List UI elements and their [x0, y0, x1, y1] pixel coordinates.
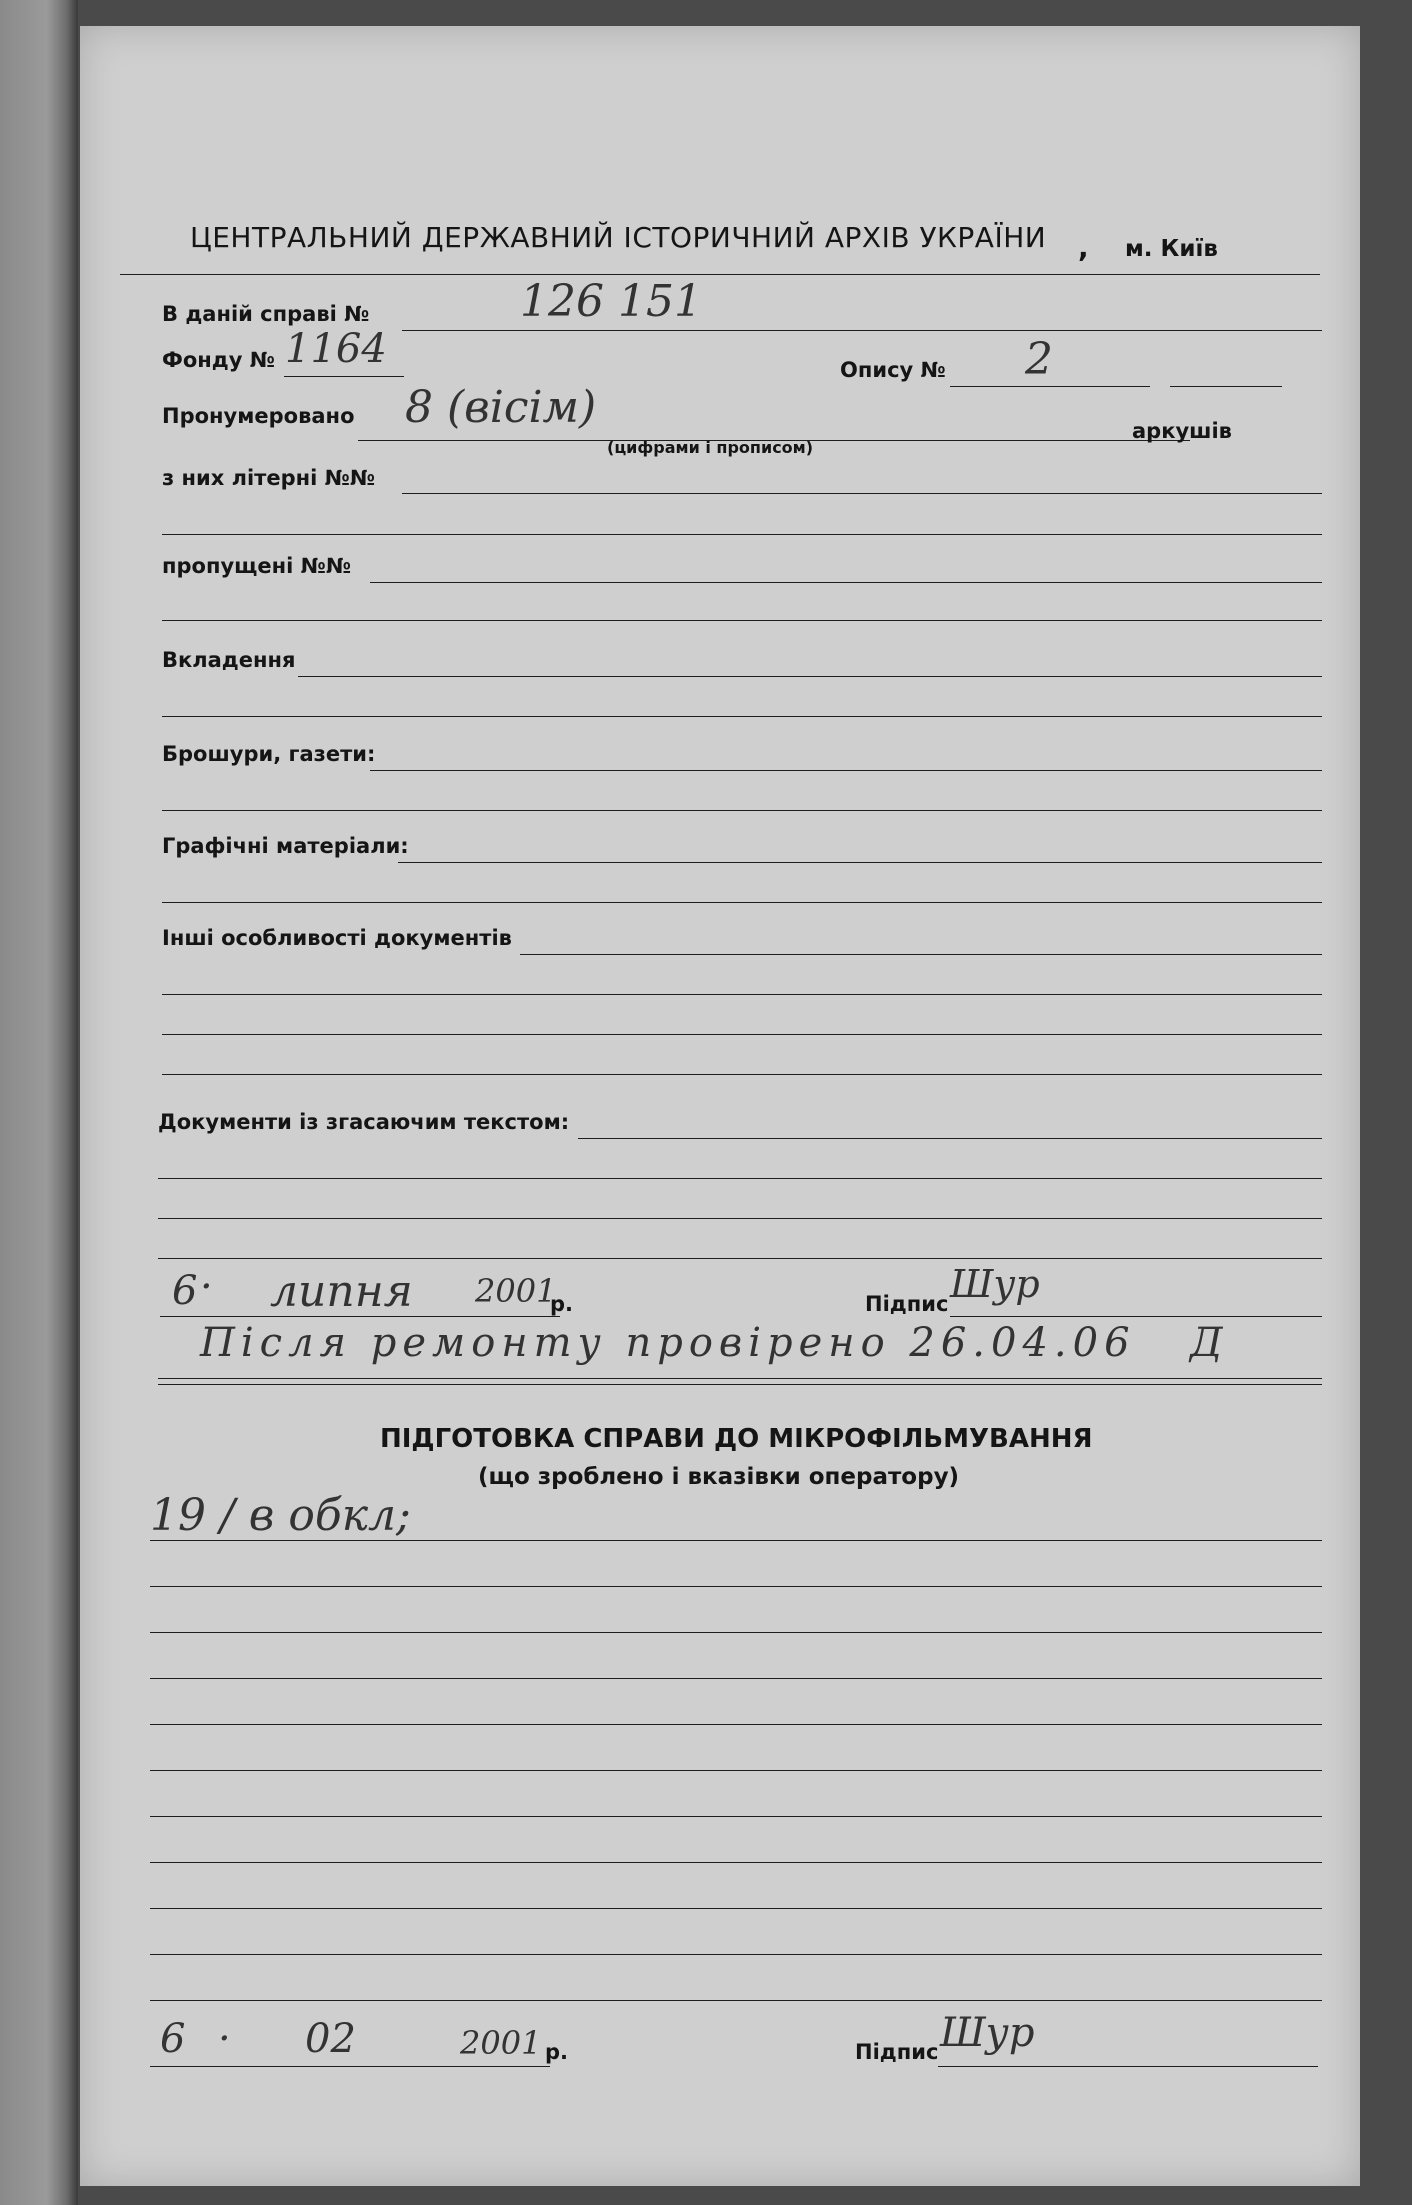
fund-label: Фонду №	[162, 348, 275, 372]
missing-label: пропущені №№	[162, 554, 352, 578]
city-label: м. Київ	[1125, 236, 1218, 262]
other-features-label: Інші особливості документів	[162, 926, 512, 950]
microfilm-section-title: ПІДГОТОВКА СПРАВИ ДО МІКРОФІЛЬМУВАННЯ	[380, 1424, 1093, 1454]
sign2-month: 02	[305, 2016, 356, 2062]
graphics-label: Графічні матеріали:	[162, 834, 409, 858]
sign2-signature-label: Підпис	[855, 2040, 939, 2064]
header-rule	[120, 274, 1320, 275]
repair-initials: Д	[1190, 1320, 1223, 1366]
numbered-label: Пронумеровано	[162, 404, 355, 428]
fund-value: 1164	[285, 326, 387, 372]
sign2-year-suffix: р.	[545, 2040, 569, 2064]
archive-form-sheet: ЦЕНТРАЛЬНИЙ ДЕРЖАВНИЙ ІСТОРИЧНИЙ АРХІВ УКРАЇНИ , м. Київ В даній справі № 126 151 Фонду № 1164 Опису № 2 Пронумеровано 8 (вісім) (цифрами і прописом) аркушів з них літерні №№ пропущені №№ Вкладення Брошури, газети: Графічні матеріали: Інші особливості документів Документи із згасаючим текстом: 6 · липня 2001 р. Підпис Шур Після ремонту провірено 26.04.06 Д ПІДГОТОВКА СПРАВИ ДО МІКРОФІЛЬМУВАННЯ (що зроблено і вказівки оператору) 19 / в обкл; 6 · 02 2001 р. Підпис Шур	[80, 26, 1360, 2186]
sign1-month: липня	[270, 1266, 413, 1317]
repair-note: Після ремонту провірено 26.04.06	[200, 1320, 1136, 1366]
sign2-signature: Шур	[940, 2010, 1035, 2056]
sign2-year: 2001	[460, 2024, 542, 2062]
archive-title: ЦЕНТРАЛЬНИЙ ДЕРЖАВНИЙ ІСТОРИЧНИЙ АРХІВ УКРАЇНИ	[190, 221, 1047, 254]
faded-docs-label: Документи із згасаючим текстом:	[158, 1110, 570, 1134]
header-comma: ,	[1078, 231, 1090, 264]
literal-label: з них літерні №№	[162, 466, 376, 490]
inventory-label: Опису №	[840, 358, 946, 382]
attachments-label: Вкладення	[162, 648, 296, 672]
inventory-value: 2	[1025, 334, 1053, 385]
sign2-day: 6	[160, 2016, 186, 2062]
sheets-label: аркушів	[1132, 419, 1232, 443]
sign1-signature: Шур	[950, 1262, 1040, 1306]
brochures-label: Брошури, газети:	[162, 742, 376, 766]
microfilm-section-subtitle: (що зроблено і вказівки оператору)	[478, 1464, 960, 1490]
sign1-year: 2001	[475, 1272, 557, 1310]
numbered-hint: (цифрами і прописом)	[607, 438, 814, 457]
sign1-day: 6	[172, 1268, 198, 1314]
microfilm-note: 19 / в обкл;	[150, 1490, 411, 1541]
sign1-signature-label: Підпис	[865, 1292, 949, 1316]
case-number-label: В даній справі №	[162, 302, 370, 326]
binding-strip	[0, 0, 78, 2205]
case-number-value: 126 151	[520, 276, 702, 327]
sign1-year-suffix: р.	[550, 1292, 574, 1316]
numbered-value: 8 (вісім)	[405, 382, 597, 433]
